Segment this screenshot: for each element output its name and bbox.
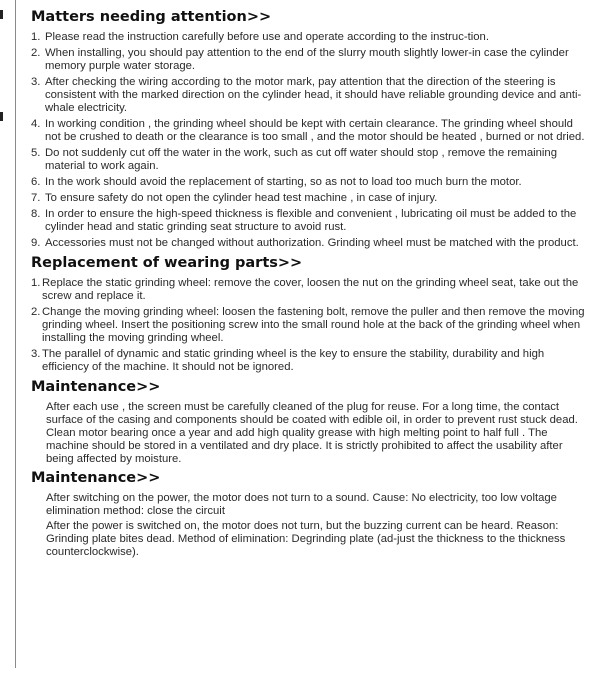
list-item: 1. Replace the static grinding wheel: remove the cover, loosen the nut on the grinding wheel seat, take out the screw and replace it.: [31, 277, 579, 302]
section-title-attention: Matters needing attention>>: [31, 9, 272, 25]
list-item: 8. In order to ensure the high-speed thickness is flexible and convenient , lubricating oil must be added to the cylinder head and static grinding seat structure to avoid rust.: [31, 208, 577, 233]
edge-mark: [0, 10, 3, 19]
edge-mark: [0, 112, 3, 121]
list-item: 4. In working condition , the grinding wheel should be kept with certain clearance. The grinding wheel should not be crushed to death or the clearance is too small , and the motor should be heated , burned or not dried.: [31, 118, 585, 143]
list-item: 3. The parallel of dynamic and static grinding wheel is the key to ensure the stability, durability and high efficiency of the machine. It should not be ignored.: [31, 348, 545, 373]
list-item: 2. Change the moving grinding wheel: loosen the fastening bolt, remove the puller and then remove the moving grinding wheel. Insert the positioning screw into the small round hole at the back of the grinding wheel when installing the moving grinding wheel.: [31, 306, 585, 344]
section-title-maintenance-troubleshooting: Maintenance>>: [31, 470, 161, 486]
replacement-list: [31, 277, 587, 374]
attention-list: [31, 31, 587, 250]
troubleshooting-paragraph: After switching on the power, the motor does not turn to a sound. Cause: No electricity, too low voltage elimination method: close the circuit: [46, 492, 557, 517]
list-item: 6. In the work should avoid the replacement of starting, so as not to load too much burn the motor.: [31, 176, 522, 188]
list-item: 7. To ensure safety do not open the cylinder head test machine , in case of injury.: [31, 192, 438, 204]
section-title-maintenance: Maintenance>>: [31, 379, 161, 395]
section-title-replacement: Replacement of wearing parts>>: [31, 255, 303, 271]
maintenance-paragraph: After each use , the screen must be carefully cleaned of the plug for reuse. For a long time, the contact surface of the casing and components should be coated with edible oil, in order to prevent rust stuck dead. Clean motor bearing once a year and add high quality grease with high melting point to half full . The machine should be stored in a ventilated and dry place. It is strictly prohibited to affect the usability after being affected by moisture.: [46, 401, 578, 465]
document-body: [31, 7, 587, 561]
list-item: 5. Do not suddenly cut off the water in the work, such as cut off water should stop , remove the remaining material to work again.: [31, 147, 557, 172]
list-item: 2. When installing, you should pay attention to the end of the slurry mouth slightly lower-in case the cylinder memory purple water storage.: [31, 47, 569, 72]
left-margin-rule: [15, 0, 16, 668]
list-item: 3. After checking the wiring according to the motor mark, pay attention that the direction of the steering is consistent with the marked direction on the cylinder head, it should have reliable grounding device and anti-whale electricity.: [31, 76, 582, 114]
list-item: 1. Please read the instruction carefully before use and operate according to the instruc-tion.: [31, 31, 489, 43]
list-item: 9. Accessories must not be changed without authorization. Grinding wheel must be matched with the product.: [31, 237, 579, 249]
troubleshooting-paragraph: After the power is switched on, the motor does not turn, but the buzzing current can be heard. Reason: Grinding plate bites dead. Method of elimination: Degrinding plate (ad-just the thickness to the thickness counterclockwise).: [46, 520, 566, 558]
